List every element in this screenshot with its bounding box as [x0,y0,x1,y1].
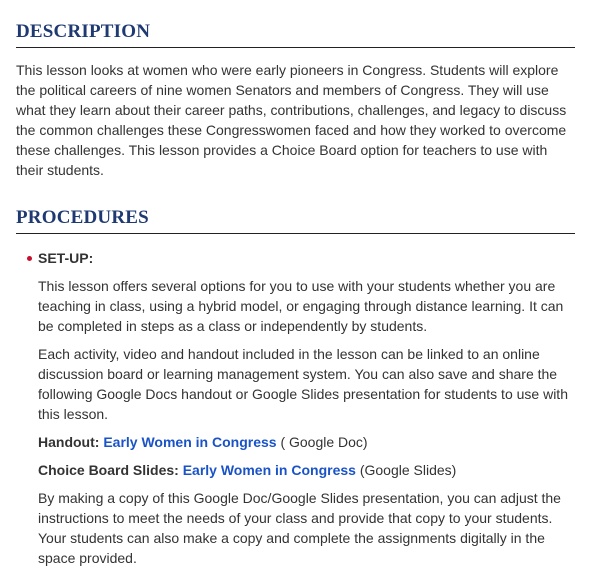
handout-line [38,432,575,452]
procedures-heading: PROCEDURES [16,180,575,234]
description-text: This lesson looks at women who were early pioneers in Congress. Students will explore the political careers of nine women Senators and members of Congress. They will use what they learn about their career paths, contributions, challenges, and legacy to discuss the common challenges these Congresswomen faced and how they worked to overcome these challenges. This lesson provides a Choice Board option for teachers to use with their students. [16,62,567,178]
description-heading: DESCRIPTION [16,0,575,48]
setup-content [16,276,575,568]
setup-paragraph-sharing: Each activity, video and handout included in the lesson can be linked to an online discussion board or learning management system. You can also save and share the following Google Docs handout or Google Slides presentation for students to use with this lesson. [38,346,568,422]
slides-format: (Google Slides) [359,462,457,478]
setup-paragraph-copy: By making a copy of this Google Doc/Google Slides presentation, you can adjust the instructions to meet the needs of your class and provide that copy to your students. Your students can also make a copy and complete the assignments digitally in the space provided. [38,490,561,566]
handout-format: ( Google Doc) [280,434,368,450]
slides-link[interactable]: Early Women in Congress [182,462,356,478]
handout-link[interactable]: Early Women in Congress [103,434,277,450]
slides-label: Choice Board Slides: [38,462,179,478]
bullet-icon [27,256,32,261]
slides-line [38,460,575,480]
setup-bullet [16,248,575,268]
setup-label: SET-UP: [38,250,94,266]
handout-label: Handout: [38,434,100,450]
setup-paragraph-options: This lesson offers several options for you to use with your students whether you are teaching in class, using a hybrid model, or engaging through distance learning. It can be completed in steps as a class or independently by students. [38,278,564,334]
